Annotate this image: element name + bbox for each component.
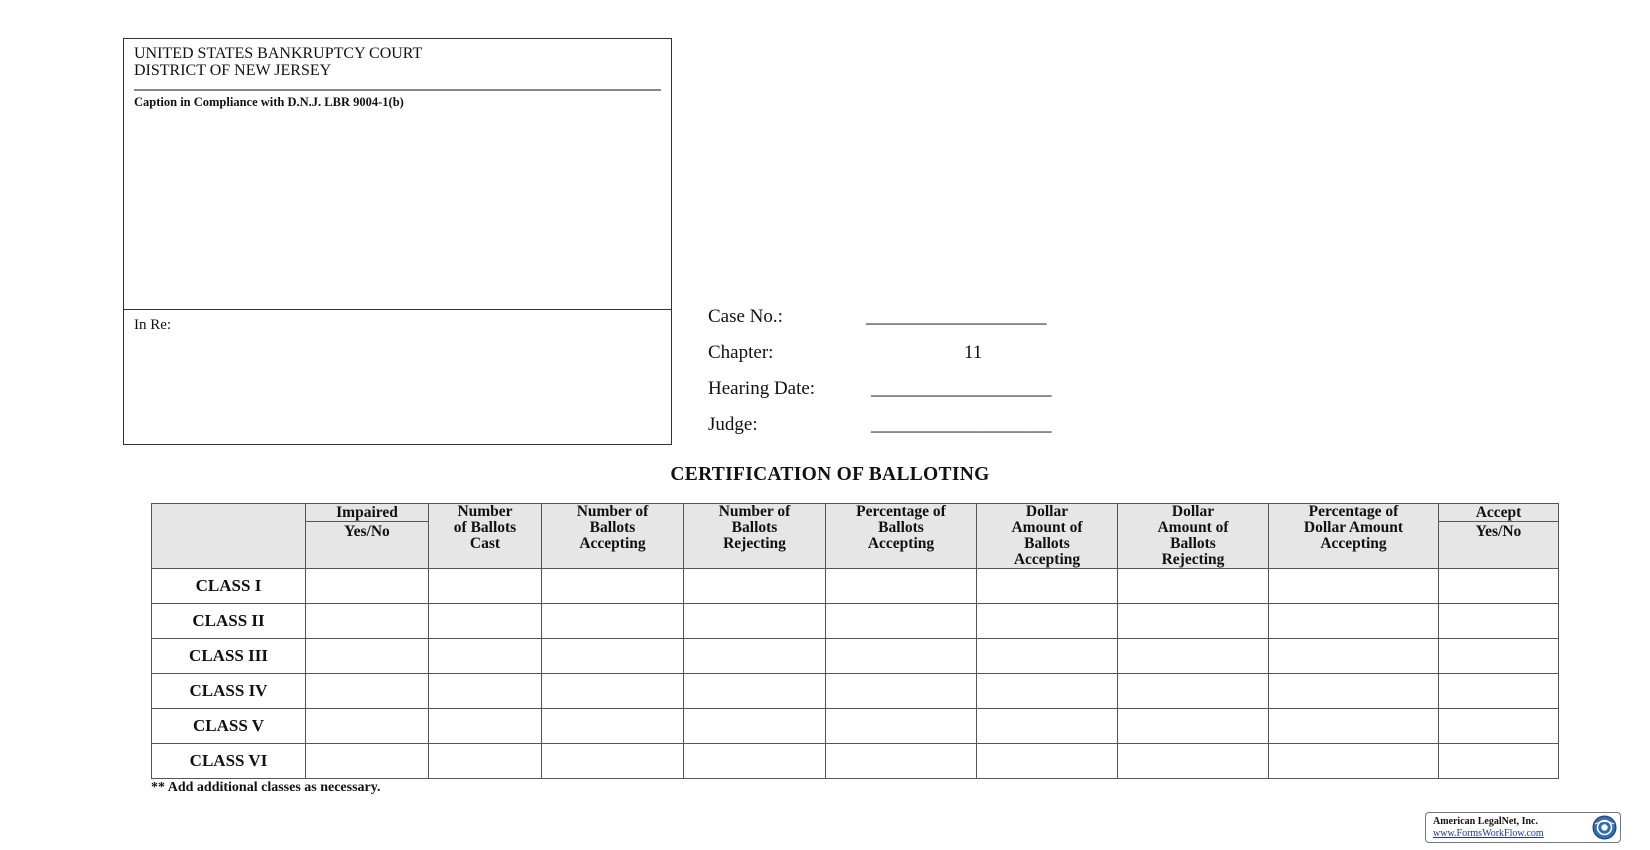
header-text: Ballots <box>1024 535 1070 552</box>
footnote: ** Add additional classes as necessary. <box>151 780 381 795</box>
table-row <box>152 709 1559 744</box>
publisher-badge[interactable] <box>1425 812 1621 843</box>
header-text: Rejecting <box>723 535 786 552</box>
entry-cell[interactable] <box>1118 639 1269 674</box>
entry-cell[interactable] <box>542 604 684 639</box>
header-text: Rejecting <box>1161 551 1225 568</box>
table-row <box>152 569 1559 604</box>
entry-cell[interactable] <box>1439 744 1559 779</box>
class-label: CLASS I <box>152 569 306 604</box>
entry-cell[interactable] <box>684 674 826 709</box>
entry-cell[interactable] <box>429 569 542 604</box>
header-text: Dollar Amount <box>1303 519 1404 536</box>
header-text: Number of <box>576 503 649 520</box>
entry-cell[interactable] <box>1118 604 1269 639</box>
entry-cell[interactable] <box>977 604 1118 639</box>
header-dollar-rejecting <box>1118 504 1269 569</box>
entry-cell[interactable] <box>1118 674 1269 709</box>
entry-cell[interactable] <box>1118 744 1269 779</box>
entry-cell[interactable] <box>542 674 684 709</box>
header-ballots-cast <box>429 504 542 569</box>
header-impaired-top: Impaired <box>306 504 428 522</box>
entry-cell[interactable] <box>1269 674 1439 709</box>
entry-cell[interactable] <box>1439 709 1559 744</box>
header-text: Ballots <box>731 519 778 536</box>
header-ballots-rejecting <box>684 504 826 569</box>
publisher-url-link[interactable]: www.FormsWorkFlow.com <box>1433 828 1544 839</box>
entry-cell[interactable] <box>684 709 826 744</box>
header-pct-dollar-accepting <box>1269 504 1439 569</box>
header-text: Percentage of <box>856 503 946 520</box>
entry-cell[interactable] <box>1269 604 1439 639</box>
entry-cell[interactable] <box>429 674 542 709</box>
header-text: Percentage of <box>1308 503 1399 520</box>
table-header-row <box>152 504 1559 569</box>
header-pct-ballots-accepting <box>826 504 977 569</box>
entry-cell[interactable] <box>977 569 1118 604</box>
case-no-label: Case No.: <box>708 306 783 327</box>
court-name <box>134 45 422 79</box>
case-no-field[interactable]: ___________________ <box>866 306 1047 327</box>
entry-cell[interactable] <box>429 604 542 639</box>
entry-cell[interactable] <box>1118 569 1269 604</box>
caption-rule <box>134 89 661 91</box>
header-text: Number of <box>718 503 791 520</box>
entry-cell[interactable] <box>1269 744 1439 779</box>
class-label: CLASS III <box>152 639 306 674</box>
entry-cell[interactable] <box>306 639 429 674</box>
header-text: Dollar <box>1025 503 1069 520</box>
header-class <box>152 504 306 569</box>
entry-cell[interactable] <box>1269 569 1439 604</box>
class-label: CLASS VI <box>152 744 306 779</box>
header-text: Cast <box>469 535 501 552</box>
entry-cell[interactable] <box>826 639 977 674</box>
class-label: CLASS II <box>152 604 306 639</box>
form-title: CERTIFICATION OF BALLOTING <box>670 464 990 485</box>
in-re-label: In Re: <box>134 317 172 333</box>
entry-cell[interactable] <box>429 744 542 779</box>
table-row <box>152 604 1559 639</box>
entry-cell[interactable] <box>684 569 826 604</box>
header-text: Number <box>457 503 513 520</box>
judge-label: Judge: <box>708 414 758 435</box>
class-label: CLASS IV <box>152 674 306 709</box>
header-ballots-accepting <box>542 504 684 569</box>
header-text: Ballots <box>878 519 924 536</box>
class-label: CLASS V <box>152 709 306 744</box>
header-accept-top: Accept <box>1439 504 1558 522</box>
compliance-note: Caption in Compliance with D.N.J. LBR 9004-1(b) <box>134 95 404 109</box>
header-text: Dollar <box>1171 503 1215 520</box>
entry-cell[interactable] <box>542 709 684 744</box>
entry-cell[interactable] <box>826 744 977 779</box>
entry-cell[interactable] <box>826 709 977 744</box>
court-name-line2: DISTRICT OF NEW JERSEY <box>134 62 332 79</box>
entry-cell[interactable] <box>542 569 684 604</box>
entry-cell[interactable] <box>826 604 977 639</box>
entry-cell[interactable] <box>306 569 429 604</box>
entry-cell[interactable] <box>306 744 429 779</box>
entry-cell[interactable] <box>306 674 429 709</box>
entry-cell[interactable] <box>1439 639 1559 674</box>
header-text: Accepting <box>1013 551 1081 568</box>
entry-cell[interactable] <box>542 639 684 674</box>
table-body <box>152 569 1559 779</box>
in-re-divider <box>124 309 671 310</box>
header-text: Amount of <box>1011 519 1083 536</box>
header-accept <box>1439 504 1559 569</box>
header-text: Amount of <box>1157 519 1229 536</box>
court-name-line1: UNITED STATES BANKRUPTCY COURT <box>134 45 423 62</box>
entry-cell[interactable] <box>429 639 542 674</box>
entry-cell[interactable] <box>977 639 1118 674</box>
header-text: Ballots <box>1170 535 1216 552</box>
entry-cell[interactable] <box>826 674 977 709</box>
entry-cell[interactable] <box>306 709 429 744</box>
header-impaired-bottom: Yes/No <box>344 523 390 540</box>
header-text: Accepting <box>579 535 646 552</box>
hearing-date-field[interactable]: ___________________ <box>871 378 1052 399</box>
publisher-name: American LegalNet, Inc. <box>1433 816 1538 827</box>
table-row <box>152 744 1559 779</box>
table-row <box>152 674 1559 709</box>
table-row <box>152 639 1559 674</box>
balloting-table <box>151 503 1559 779</box>
entry-cell[interactable] <box>977 744 1118 779</box>
entry-cell[interactable] <box>977 709 1118 744</box>
header-text: Ballots <box>589 519 636 536</box>
entry-cell[interactable] <box>977 674 1118 709</box>
judge-field[interactable]: ___________________ <box>871 414 1052 435</box>
entry-cell[interactable] <box>1118 709 1269 744</box>
entry-cell[interactable] <box>1439 604 1559 639</box>
header-accept-bottom: Yes/No <box>1475 523 1522 540</box>
globe-logo-icon <box>1592 815 1617 840</box>
entry-cell[interactable] <box>542 744 684 779</box>
entry-cell[interactable] <box>684 604 826 639</box>
caption-box <box>123 38 672 445</box>
entry-cell[interactable] <box>826 569 977 604</box>
entry-cell[interactable] <box>306 604 429 639</box>
entry-cell[interactable] <box>1439 569 1559 604</box>
entry-cell[interactable] <box>684 639 826 674</box>
hearing-date-label: Hearing Date: <box>708 378 816 399</box>
chapter-label: Chapter: <box>708 342 774 363</box>
chapter-value: 11 <box>964 342 983 363</box>
header-impaired <box>306 504 429 569</box>
entry-cell[interactable] <box>429 709 542 744</box>
header-text: Accepting <box>867 535 935 552</box>
header-text: Accepting <box>1320 535 1387 552</box>
entry-cell[interactable] <box>1269 709 1439 744</box>
header-dollar-accepting <box>977 504 1118 569</box>
entry-cell[interactable] <box>1439 674 1559 709</box>
entry-cell[interactable] <box>1269 639 1439 674</box>
entry-cell[interactable] <box>684 744 826 779</box>
header-text: of Ballots <box>453 519 517 536</box>
